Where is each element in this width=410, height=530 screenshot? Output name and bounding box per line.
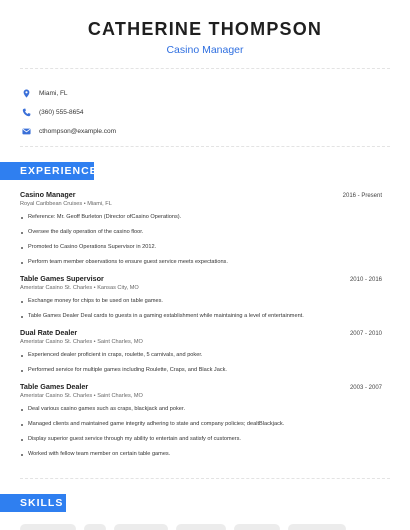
job-bullet: Worked with fellow team member on certain table games. [20, 451, 382, 458]
contact-email [22, 122, 116, 140]
skill-chip [288, 524, 346, 530]
contact-location [22, 84, 116, 102]
job-entry [20, 382, 382, 458]
job-dates: 2010 - 2016 [349, 277, 382, 283]
job-employer: Ameristar Casino St. Charles • Saint Charles, MO [20, 393, 143, 399]
job-company: Ameristar Casino St. Charles [20, 285, 93, 291]
job-bullet: Table Games Dealer Deal cards to guests in a gaming establishment while maintaining a level of entertainment. [20, 313, 382, 320]
job-employer: Ameristar Casino St. Charles • Saint Charles, MO [20, 339, 143, 345]
experience-heading: EXPERIENCE [0, 162, 94, 180]
job-entry [20, 190, 382, 266]
job-title: Table Games Dealer [20, 382, 89, 391]
job-bullet: Performed service for multiple games including Roulette, Craps, and Black Jack. [20, 367, 382, 374]
job-employer: Royal Caribbean Cruises • Miami, FL [20, 201, 112, 207]
skill-chip [84, 524, 106, 530]
job-bullet: Reference: Mr. Geoff Burleton (Director ofCasino Operations). [20, 214, 382, 221]
job-location: Saint Charles, MO [97, 393, 143, 399]
job-title: Casino Manager [20, 190, 76, 199]
job-location: Saint Charles, MO [97, 339, 143, 345]
skill-chip [114, 524, 168, 530]
contact-location-text: Miami, FL [39, 89, 68, 97]
job-bullet: Oversee the daily operation of the casino floor. [20, 229, 382, 236]
skills-heading: SKILLS [0, 494, 66, 512]
skill-chip [176, 524, 226, 530]
job-title: Dual Rate Dealer [20, 328, 78, 337]
divider [20, 478, 390, 479]
email-icon [22, 127, 31, 136]
job-bullet: Experienced dealer proficient in craps, roulette, 5 carnivals, and poker. [20, 352, 382, 359]
job-bullet: Exchange money for chips to be used on table games. [20, 298, 382, 305]
skills-chip-row [20, 524, 346, 530]
job-bullet: Perform team member observations to ensure guest service meets expectations. [20, 259, 382, 266]
job-dates: 2007 - 2010 [349, 331, 382, 337]
job-employer: Ameristar Casino St. Charles • Kansas City, MO [20, 285, 139, 291]
resume-header [0, 0, 410, 56]
job-location: Miami, FL [87, 201, 112, 207]
job-bullet: Deal various casino games such as craps, blackjack and poker. [20, 406, 382, 413]
job-dates: 2003 - 2007 [349, 385, 382, 391]
job-company: Ameristar Casino St. Charles [20, 393, 93, 399]
contact-phone [22, 103, 116, 121]
location-pin-icon [22, 89, 31, 98]
candidate-name: CATHERINE THOMPSON [87, 19, 323, 39]
job-bullet: Display superior guest service through my ability to entertain and satisfy of customers. [20, 436, 382, 443]
contact-phone-text[interactable]: (360) 555-8654 [39, 108, 84, 116]
job-bullet: Promoted to Casino Operations Supervisor in 2012. [20, 244, 382, 251]
job-entry [20, 328, 382, 374]
job-title: Table Games Supervisor [20, 274, 104, 283]
skill-chip [20, 524, 76, 530]
candidate-title: Casino Manager [166, 44, 244, 56]
job-company: Ameristar Casino St. Charles [20, 339, 93, 345]
divider [20, 146, 390, 147]
contact-list [22, 84, 116, 141]
phone-icon [22, 108, 31, 117]
job-dates: 2016 - Present [342, 193, 382, 199]
job-location: Kansas City, MO [97, 285, 139, 291]
job-bullet: Managed clients and maintained game integrity adhering to state and company policies; dealtBlackjack. [20, 421, 382, 428]
skill-chip [234, 524, 280, 530]
experience-list [20, 190, 382, 466]
job-entry [20, 274, 382, 320]
divider [20, 68, 390, 69]
job-company: Royal Caribbean Cruises [20, 201, 83, 207]
contact-email-text[interactable]: cthompson@example.com [39, 127, 117, 135]
